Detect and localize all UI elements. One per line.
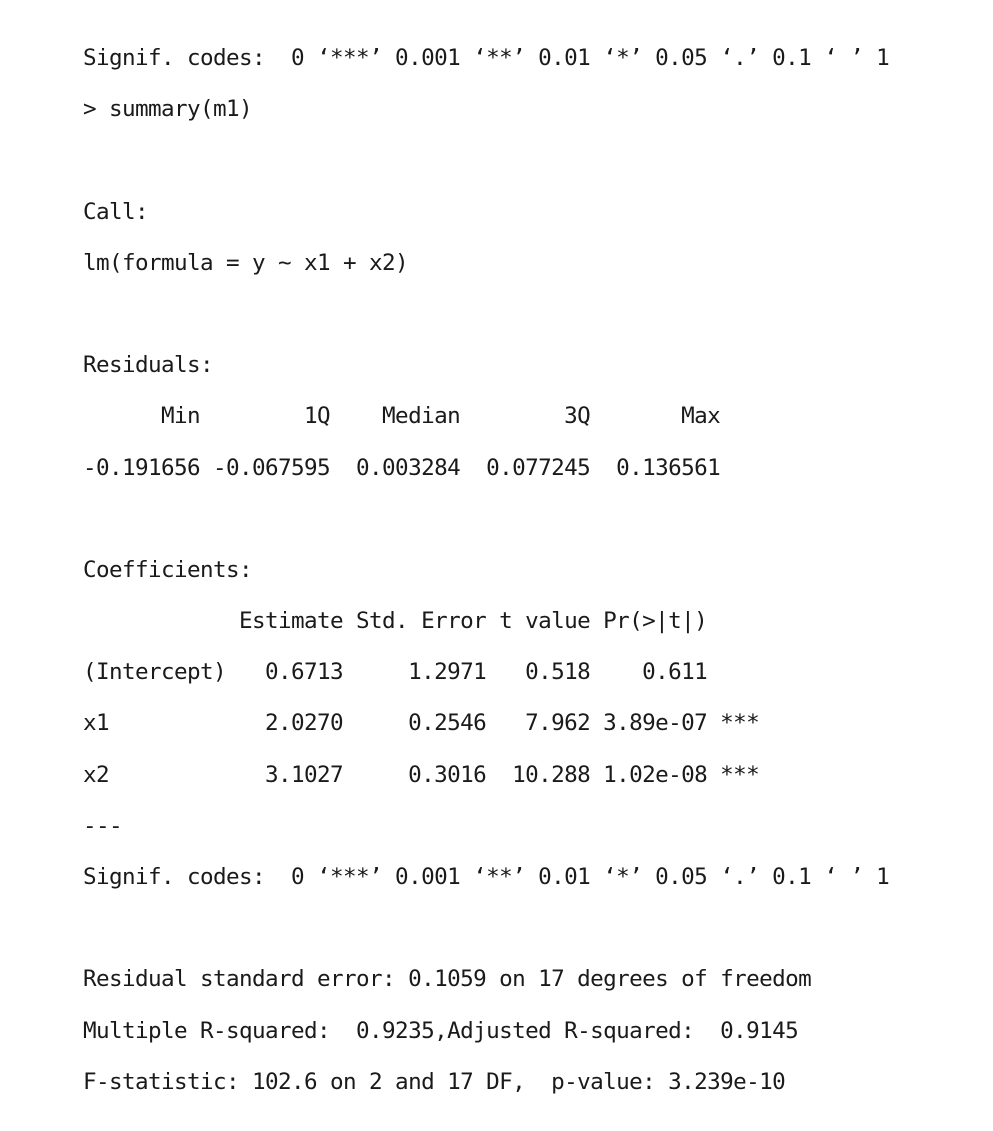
f-statistic-line: F-statistic: 102.6 on 2 and 17 DF, p-value: 3.239e-10 <box>83 1068 786 1095</box>
call-header: Call: <box>83 198 149 225</box>
r-squared-line: Multiple R-squared: 0.9235,Adjusted R-squared: 0.9145 <box>83 1017 799 1044</box>
coefficient-row-x1: x1 2.0270 0.2546 7.962 3.89e-07 *** <box>83 710 760 737</box>
coefficient-row-intercept: (Intercept) 0.6713 1.2971 0.518 0.611 <box>83 659 708 686</box>
blank-line <box>83 294 963 345</box>
residuals-columns: Min 1Q Median 3Q Max <box>83 403 721 430</box>
signif-codes: Signif. codes: 0 ‘***’ 0.001 ‘**’ 0.01 ‘*’ 0.05 ‘.’ 0.1 ‘ ’ 1 <box>83 864 890 890</box>
separator-line: --- <box>83 812 123 839</box>
call-formula: lm(formula = y ~ x1 + x2) <box>83 249 409 276</box>
coefficient-row-x2: x2 3.1027 0.3016 10.288 1.02e-08 *** <box>83 761 760 788</box>
residuals-header: Residuals: <box>83 352 214 379</box>
coefficients-header: Coefficients: <box>83 556 253 583</box>
blank-line <box>83 499 963 550</box>
r-console-output <box>83 38 963 1113</box>
residual-standard-error: Residual standard error: 0.1059 on 17 degrees of freedom <box>83 966 812 993</box>
residuals-values: -0.191656 -0.067595 0.003284 0.077245 0.136561 <box>83 454 721 481</box>
coefficients-columns: Estimate Std. Error t value Pr(>|t|) <box>83 608 708 635</box>
blank-line <box>83 140 963 191</box>
summary-command: > summary(m1) <box>83 96 253 123</box>
blank-line <box>83 908 963 959</box>
signif-codes-top: Signif. codes: 0 ‘***’ 0.001 ‘**’ 0.01 ‘*’ 0.05 ‘.’ 0.1 ‘ ’ 1 <box>83 45 890 71</box>
